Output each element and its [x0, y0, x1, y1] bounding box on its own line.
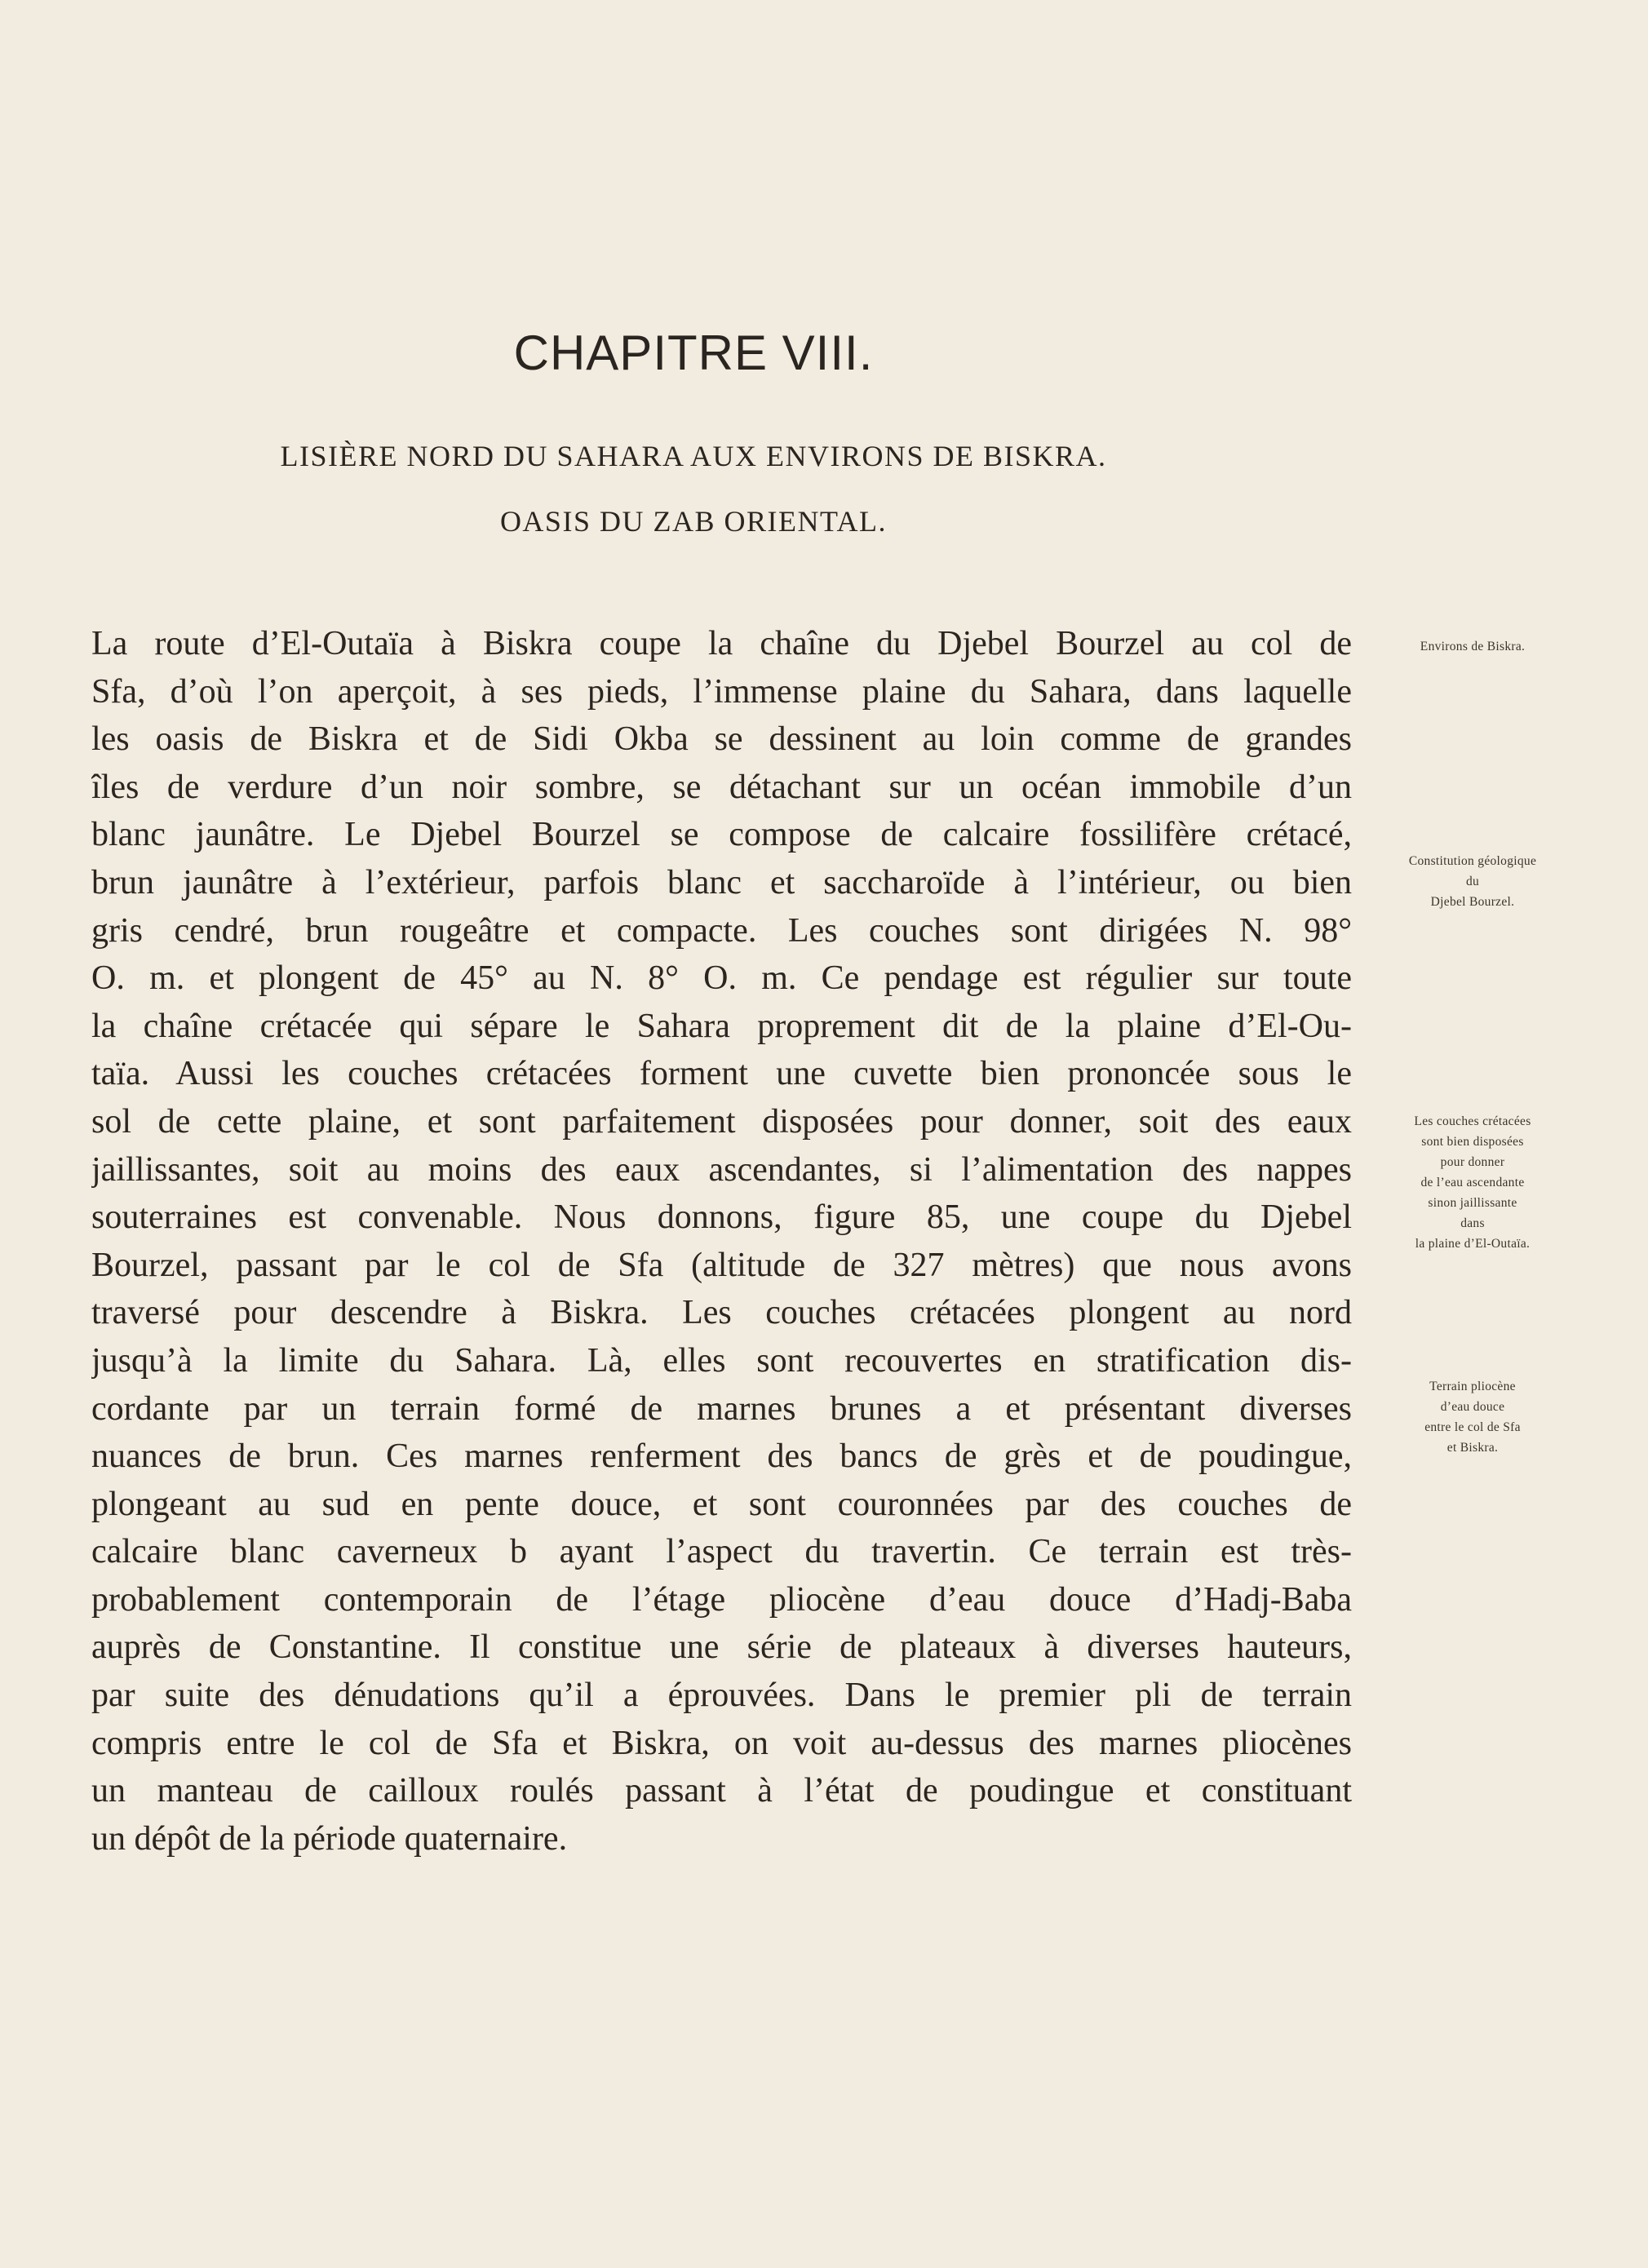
margin-note-environs [1379, 636, 1566, 657]
text-line: La route d’El-Outaïa à Biskra coupe la chaîne du Djebel Bourzel au col de [91, 625, 1352, 662]
body-paragraph [91, 620, 1352, 1863]
text-line: probablement contemporain de l’étage pliocène d’eau douce d’Hadj-Baba [91, 1580, 1352, 1619]
margin-note-line: dans [1460, 1216, 1485, 1230]
text-line: cordante par un terrain formé de marnes brunes a et présentant diverses [91, 1389, 1352, 1428]
text-line: calcaire blanc caverneux b ayant l’aspect du travertin. Ce terrain est très- [91, 1533, 1352, 1571]
text-line: îles de verdure d’un noir sombre, se détachant sur un océan immobile d’un [91, 768, 1352, 806]
text-line: traversé pour descendre à Biskra. Les couches crétacées plongent au nord [91, 1294, 1352, 1332]
text-line: Sfa, d’où l’on aperçoit, à ses pieds, l’immense plaine du Sahara, dans laquelle [91, 672, 1352, 711]
text-line: compris entre le col de Sfa et Biskra, on voit au-dessus des marnes pliocènes [91, 1724, 1352, 1762]
margin-note-line: Environs de Biskra. [1420, 640, 1526, 653]
margin-note-line: Les couches crétacées [1414, 1114, 1531, 1128]
text-line-last: un dépôt de la période quaternaire. [91, 1819, 568, 1858]
margin-note-line: Djebel Bourzel. [1430, 895, 1515, 909]
text-line: un manteau de cailloux roulés passant à l’état de poudingue et constituant [91, 1772, 1352, 1810]
margin-note-line: Constitution géologique [1408, 854, 1537, 868]
text-line: par suite des dénudations qu’il a éprouvées. Dans le premier pli de terrain [91, 1677, 1352, 1715]
text-line: O. m. et plongent de 45° au N. 8° O. m. Ce pendage est régulier sur toute [91, 959, 1352, 998]
chapter-title: CHAPITRE VIII. [513, 326, 874, 380]
text-line: plongeant au sud en pente douce, et sont couronnées par des couches de [91, 1485, 1352, 1523]
text-line: gris cendré, brun rougeâtre et compacte. Les couches sont dirigées N. 98° [91, 911, 1352, 950]
margin-note-constitution [1379, 851, 1566, 912]
margin-note-line: d’eau douce [1440, 1400, 1505, 1414]
text-line: blanc jaunâtre. Le Djebel Bourzel se compose de calcaire fossilifère crétacé, [91, 816, 1352, 854]
text-line: nuances de brun. Ces marnes renferment des bancs de grès et de poudingue, [91, 1437, 1352, 1476]
margin-note-line: pour donner [1440, 1155, 1505, 1169]
text-line: sol de cette plaine, et sont parfaitement disposées pour donner, soit des eaux [91, 1102, 1352, 1141]
text-line: jusqu’à la limite du Sahara. Là, elles sont recouvertes en stratification dis- [91, 1341, 1352, 1380]
text-line: les oasis de Biskra et de Sidi Okba se dessinent au loin comme de grandes [91, 720, 1352, 759]
margin-note-line: du [1465, 875, 1480, 888]
margin-note-line: entre le col de Sfa [1424, 1420, 1521, 1434]
text-line: jaillissantes, soit au moins des eaux ascendantes, si l’alimentation des nappes [91, 1150, 1352, 1189]
margin-note-line: sont bien disposées [1421, 1135, 1524, 1149]
margin-note-line: la plaine d’El-Outaïa. [1415, 1237, 1531, 1251]
margin-note-line: Terrain pliocène [1429, 1380, 1516, 1393]
text-line: brun jaunâtre à l’extérieur, parfois blanc et saccharoïde à l’intérieur, ou bien [91, 863, 1352, 901]
margin-note-line: sinon jaillissante [1428, 1196, 1517, 1210]
text-line: la chaîne crétacée qui sépare le Sahara proprement dit de la plaine d’El-Ou- [91, 1007, 1352, 1045]
chapter-subtitle: LISIÈRE NORD DU SAHARA AUX ENVIRONS DE BISKRA. [280, 440, 1107, 472]
text-line: taïa. Aussi les couches crétacées forment une cuvette bien prononcée sous le [91, 1055, 1352, 1093]
margin-note-couches [1379, 1111, 1566, 1254]
text-line: auprès de Constantine. Il constitue une série de plateaux à diverses hauteurs, [91, 1628, 1352, 1667]
margin-note-line: et Biskra. [1446, 1441, 1499, 1455]
text-line: Bourzel, passant par le col de Sfa (altitude de 327 mètres) que nous avons [91, 1246, 1352, 1284]
chapter-subtitle-oasis: OASIS DU ZAB ORIENTAL. [499, 505, 888, 538]
margin-note-pliocene [1379, 1376, 1566, 1458]
margin-note-line: de l’eau ascendante [1420, 1176, 1525, 1189]
text-line: souterraines est convenable. Nous donnons, figure 85, une coupe du Djebel [91, 1198, 1352, 1237]
